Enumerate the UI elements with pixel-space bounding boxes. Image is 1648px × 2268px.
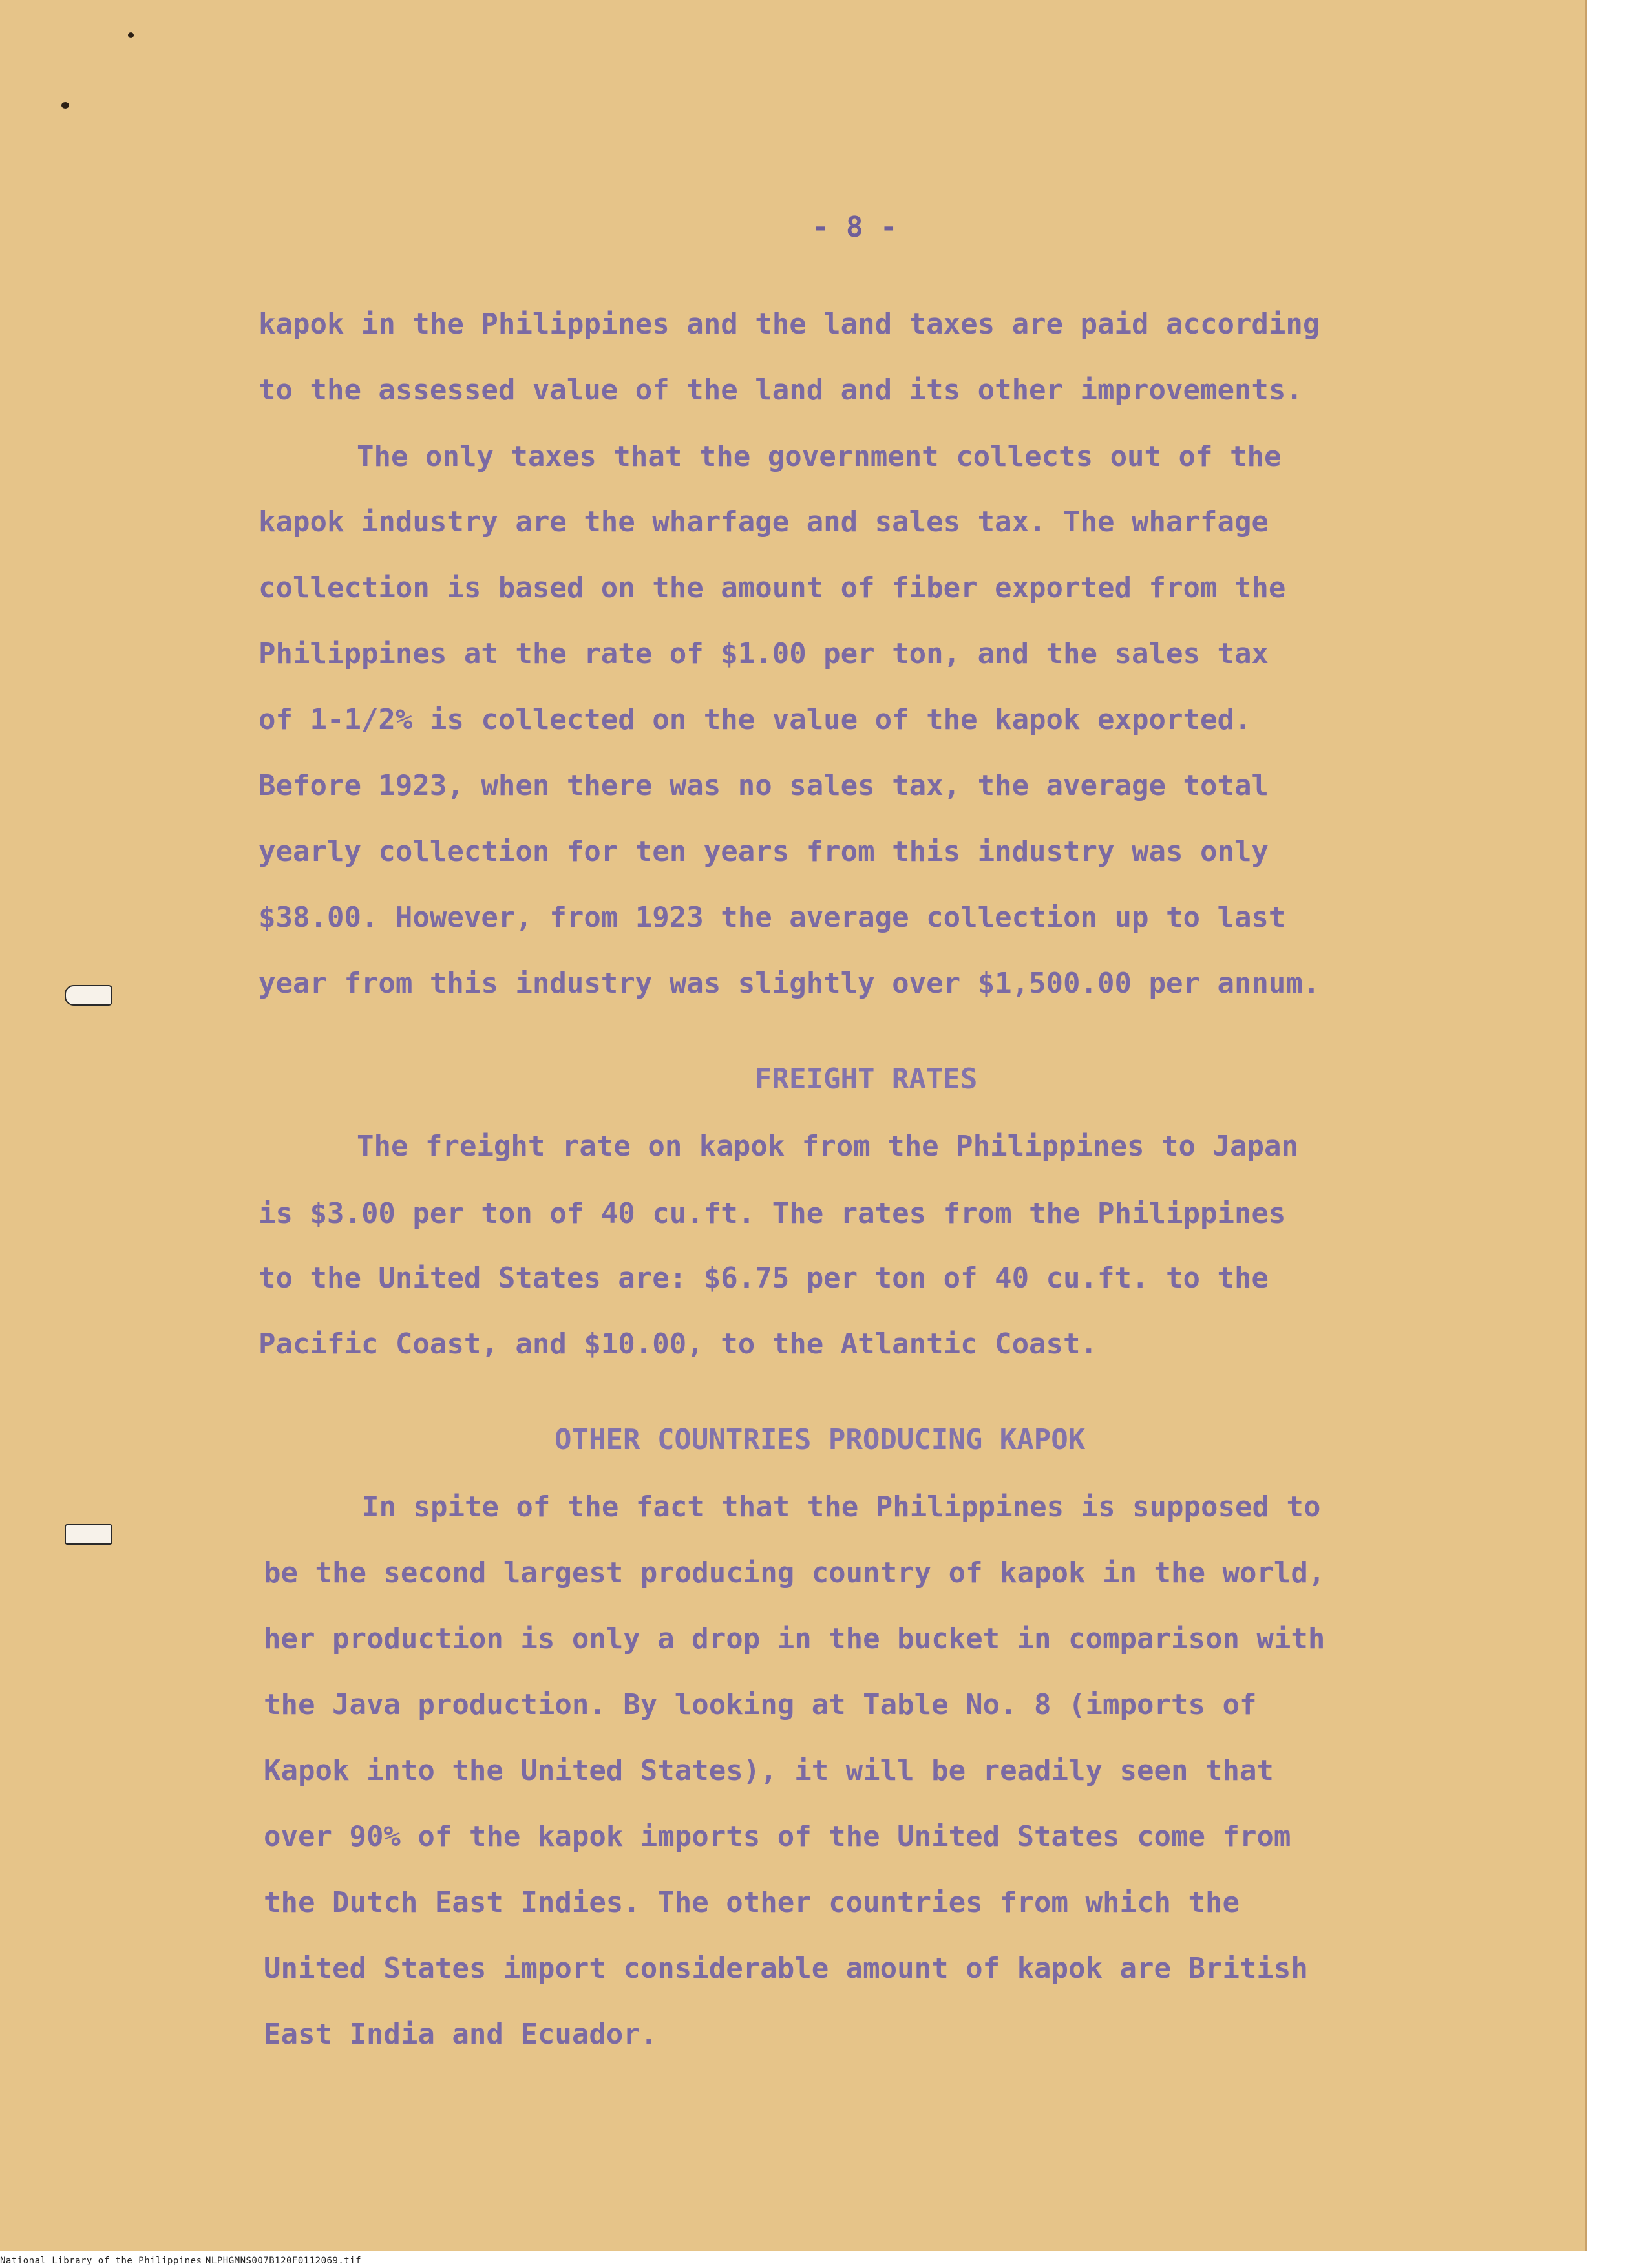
text-line: Kapok into the United States), it will be readily seen that (264, 1754, 1274, 1787)
text-line: of 1-1/2% is collected on the value of the kapok exported. (259, 703, 1252, 736)
text-line: the Java production. By looking at Table No. 8 (imports of (264, 1688, 1257, 1721)
text-line: her production is only a drop in the bucket in comparison with (264, 1622, 1326, 1655)
ink-speck (61, 102, 69, 109)
page-number: - 8 - (812, 211, 898, 244)
text-line: over 90% of the kapok imports of the United States come from (264, 1820, 1291, 1853)
paper-edge (1585, 0, 1587, 2268)
text-line: is $3.00 per ton of 40 cu.ft. The rates from the Philippines (259, 1197, 1286, 1230)
text-line: $38.00. However, from 1923 the average collection up to last (259, 901, 1286, 934)
text-line: the Dutch East Indies. The other countries from which the (264, 1886, 1240, 1919)
text-line: kapok industry are the wharfage and sales tax. The wharfage (259, 505, 1269, 538)
text-line: kapok in the Philippines and the land taxes are paid according (259, 308, 1320, 341)
text-line: collection is based on the amount of fiber exported from the (259, 571, 1286, 604)
text-line: Philippines at the rate of $1.00 per ton, and the sales tax (259, 637, 1269, 670)
text-line: Pacific Coast, and $10.00, to the Atlantic Coast. (259, 1328, 1098, 1361)
text-line: to the United States are: $6.75 per ton of 40 cu.ft. to the (259, 1262, 1269, 1295)
text-line: The only taxes that the government collects out of the (357, 440, 1282, 473)
text-line: United States import considerable amount of kapok are British (264, 1952, 1308, 1985)
ink-speck (128, 32, 134, 38)
text-line: East India and Ecuador. (264, 2018, 658, 2051)
section-heading-other-countries: OTHER COUNTRIES PRODUCING KAPOK (555, 1423, 1086, 1456)
text-line: be the second largest producing country of kapok in the world, (264, 1556, 1326, 1589)
scan-footer-filename: NLPHGMNS007B120F0112069.tif (206, 2256, 362, 2266)
scan-footer-strip (0, 2251, 1648, 2268)
text-line: Before 1923, when there was no sales tax, the average total (259, 769, 1269, 802)
binding-hole (65, 1524, 112, 1545)
scan-right-margin (1587, 0, 1648, 2268)
text-line: to the assessed value of the land and its other improvements. (259, 374, 1303, 407)
text-line: The freight rate on kapok from the Philippines to Japan (357, 1130, 1298, 1163)
text-line: In spite of the fact that the Philippines is supposed to (362, 1490, 1321, 1523)
section-heading-freight: FREIGHT RATES (755, 1063, 978, 1096)
text-line: year from this industry was slightly over $1,500.00 per annum. (259, 967, 1320, 1000)
text-line: yearly collection for ten years from this industry was only (259, 835, 1269, 868)
scan-footer-archive: National Library of the Philippines (0, 2256, 202, 2266)
binding-hole (65, 985, 112, 1006)
